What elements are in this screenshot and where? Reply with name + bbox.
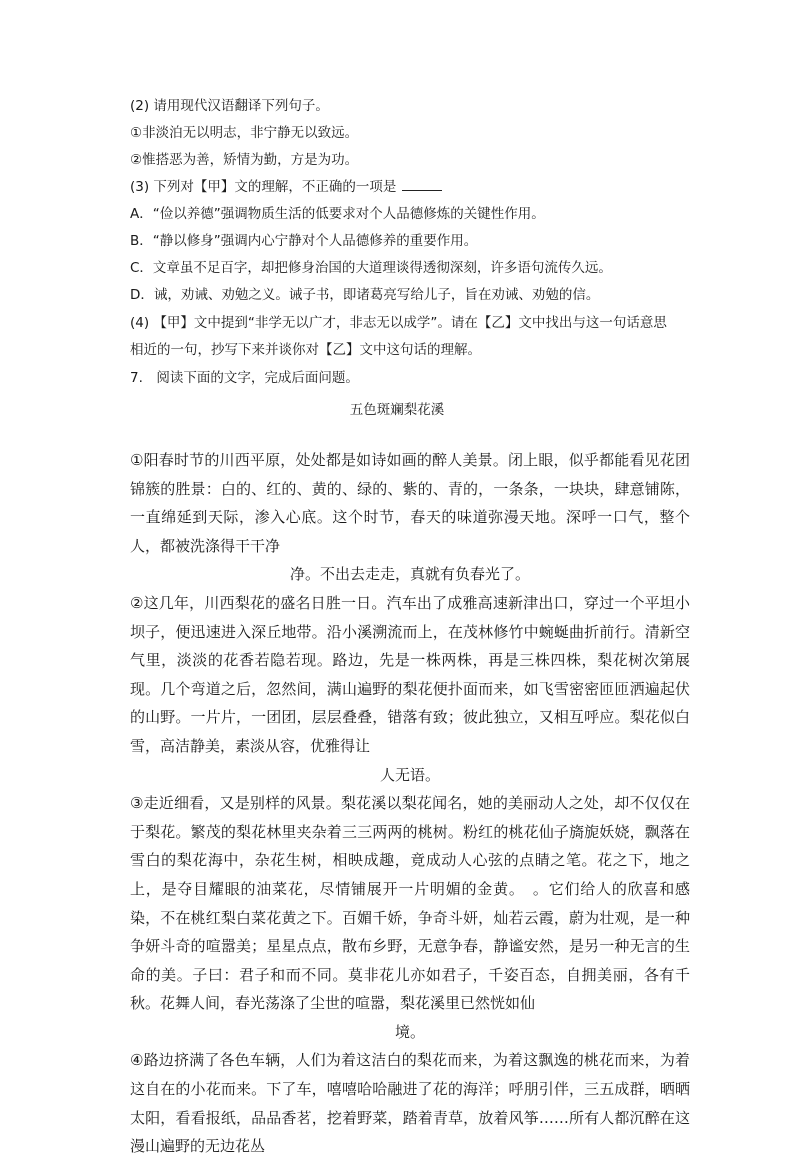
paragraph-3 bbox=[130, 789, 690, 1046]
article-body bbox=[130, 446, 690, 1161]
paragraph-2 bbox=[130, 589, 690, 789]
paragraph-1-tail: 净。不出去走走，真就有负春光了。 bbox=[289, 565, 530, 584]
paragraph-2-text: ②这几年，川西梨花的盛名日胜一日。汽车出了成雅高速新津出口，穿过一个平坦小坝子，便迅速进入深丘地带。沿小溪溯流而上，在茂林修竹中蜿蜒曲折前行。清新空气里，淡淡的花香若隐若现。路边，先是一株两株，再是三株四株，梨花树次第展现。几个弯道之后，忽然间，满山遍野的梨花便扑面而来，如飞雪密密匝匝洒遍起伏的山野。一片片，一团团，层层叠叠，错落有致；彼此独立，又相互呼应。梨花似白雪，高洁静美，素淡从容，优雅得让 bbox=[130, 593, 690, 755]
paragraph-3-text: ③走近细看，又是别样的风景。梨花溪以梨花闻名，她的美丽动人之处，却不仅仅在于梨花。繁茂的梨花林里夹杂着三三两两的桃树。粉红的桃花仙子旖旎妖娆，飘落在雪白的梨花海中，杂花生树，相映成趣，竟成动人心弦的点睛之笔。花之下，地之上，是夺目耀眼的油菜花，尽情铺展开一片明媚的金黄。 。它们给人的欣喜和感染，不在桃红梨白菜花黄之下。百媚千娇，争奇斗妍，灿若云霞，蔚为壮观，是一种争妍斗奇的喧嚣美；星星点点，散布乡野，无意争春，静谧安然，是另一种无言的生命的美。子曰：君子和而不同。莫非花儿亦如君子，千姿百态，自拥美丽，各有千秋。花舞人间，春光荡涤了尘世的喧嚣，梨花溪里已然恍如仙 bbox=[130, 794, 690, 1013]
question-2-stem: (2) 请用现代汉语翻译下列句子。 bbox=[130, 98, 329, 114]
paragraph-4 bbox=[130, 1046, 690, 1160]
question-3-option-d: D．诫，劝诫、劝勉之义。诫子书，即诸葛亮写给儿子，旨在劝诫、劝勉的信。 bbox=[130, 287, 600, 303]
question-7-stem: 7. 阅读下面的文字，完成后面问题。 bbox=[130, 370, 359, 386]
question-3-option-a: A．“俭以养德”强调物质生活的低要求对个人品德修炼的关键性作用。 bbox=[130, 206, 545, 222]
question-3-stem bbox=[130, 178, 442, 196]
question-4-line-2: 相近的一句，抄写下来并谈你对【乙】文中这句话的理解。 bbox=[130, 342, 481, 358]
question-3-option-b: B．“静以修身”强调内心宁静对个人品德修养的重要作用。 bbox=[130, 233, 478, 249]
question-3-text: (3) 下列对【甲】文的理解，不正确的一项是 bbox=[130, 179, 397, 195]
question-2-sentence-1: ①非淡泊无以明志，非宁静无以致远。 bbox=[130, 125, 359, 141]
paragraph-4-text: ④路边挤满了各色车辆，人们为着这洁白的梨花而来，为着这飘逸的桃花而来，为着这自在的小花而来。下了车，嘻嘻哈哈融进了花的海洋；呼朋引伴，三五成群，晒晒太阳，看看报纸，品品香茗，挖着野菜，踏着青草，放着风筝……所有人都沉醉在这漫山遍野的无边花丛 bbox=[130, 1051, 690, 1156]
question-3-option-c: C．文章虽不足百字，却把修身治国的大道理谈得透彻深刻，许多语句流传久远。 bbox=[130, 260, 612, 276]
paragraph-1-text: ①阳春时节的川西平原，处处都是如诗如画的醉人美景。闭上眼，似乎都能看见花团锦簇的胜景：白的、红的、黄的、绿的、紫的、青的，一条条，一块块，肆意铺陈，一直绵延到天际，渗入心底。这个时节，春天的味道弥漫天地。深呼一口气，整个人，都被洗涤得干干净 bbox=[130, 451, 690, 555]
paragraph-2-tail: 人无语。 bbox=[379, 765, 440, 784]
paragraph-1 bbox=[130, 446, 690, 589]
question-2-sentence-2: ②惟搭恶为善，矫情为勤，方是为功。 bbox=[130, 152, 359, 168]
article-title: 五色斑斓梨花溪 bbox=[349, 402, 445, 418]
answer-blank bbox=[402, 178, 442, 191]
paragraph-3-tail: 境。 bbox=[394, 1022, 425, 1041]
question-4-line-1: (4) 【甲】文中提到“非学无以广才，非志无以成学”。请在【乙】文中找出与这一句话意思 bbox=[130, 315, 667, 331]
